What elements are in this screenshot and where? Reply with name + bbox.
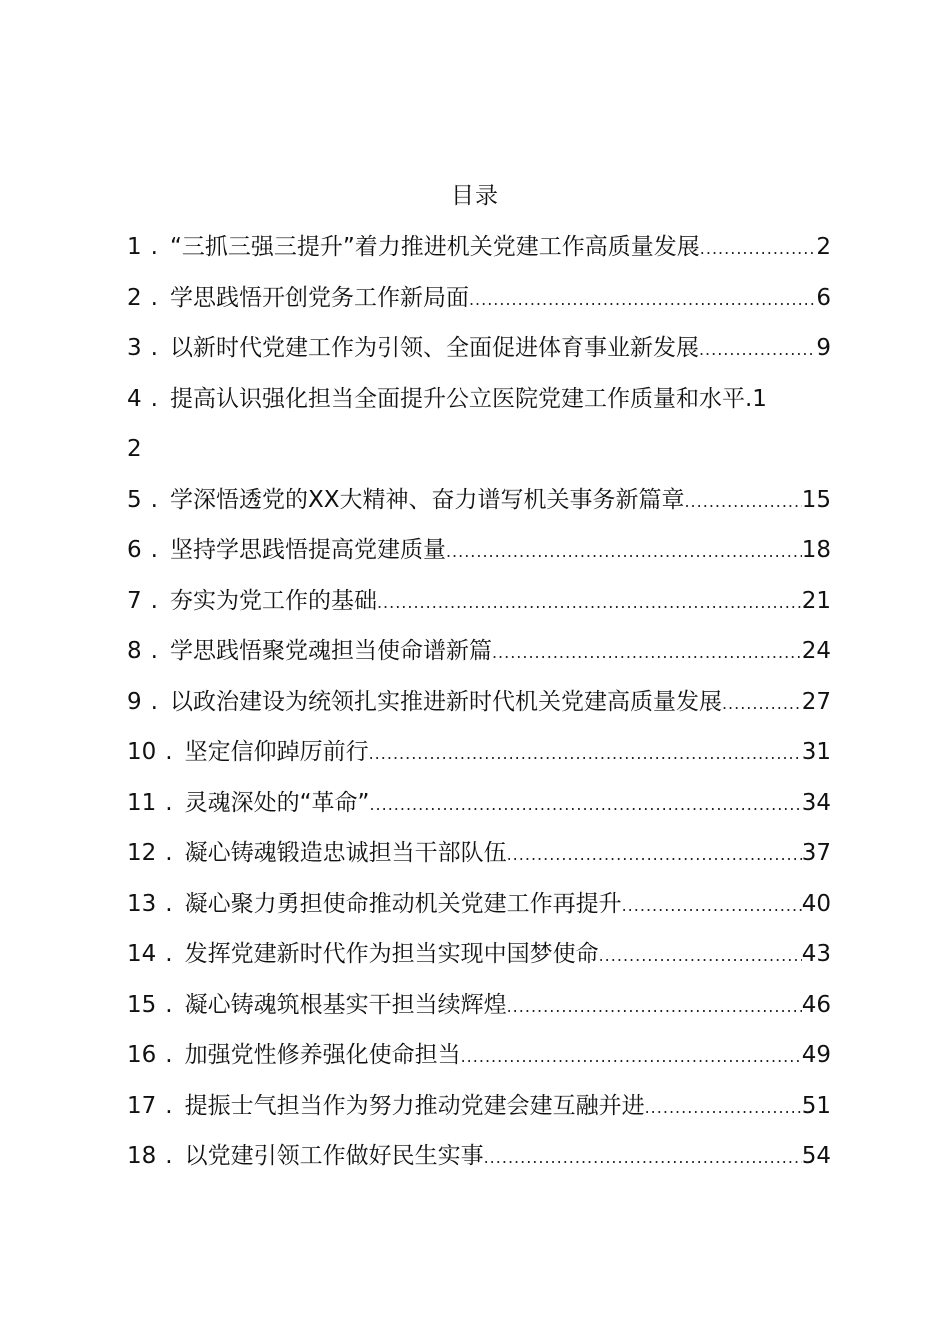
- toc-entry-separator: .: [150, 385, 158, 412]
- toc-entry-title: 加强党性修养强化使命担当: [184, 1042, 461, 1068]
- dot-leader: [369, 785, 801, 825]
- toc-entry-page: 37: [801, 840, 831, 866]
- toc-entry-title: 以政治建设为统领扎实推进新时代机关党建高质量发展: [169, 688, 722, 715]
- toc-entry-title: 坚定信仰踔厉前行: [184, 739, 369, 765]
- toc-entry[interactable]: [127, 227, 831, 278]
- toc-entry-title: 凝心铸魂筑根基实干担当续辉煌: [184, 991, 507, 1018]
- toc-entry-page: 27: [801, 688, 831, 715]
- dot-leader: [484, 1138, 802, 1178]
- toc-entry[interactable]: [127, 480, 831, 531]
- toc-entry[interactable]: [127, 1136, 831, 1187]
- toc-entry[interactable]: [127, 732, 831, 783]
- dot-leader: [645, 1088, 802, 1128]
- toc-entry-separator: .: [150, 638, 158, 664]
- toc-entry-number: 17: [127, 1092, 157, 1119]
- dot-leader: [369, 734, 802, 774]
- toc-entry-number: 11: [127, 789, 157, 816]
- toc-entry-title: 以新时代党建工作为引领、全面促进体育事业新发展: [169, 335, 699, 361]
- dot-leader: [461, 1037, 802, 1077]
- toc-entry-separator: .: [165, 789, 173, 816]
- dot-leader: [599, 936, 802, 976]
- toc-entry-page: 46: [801, 991, 831, 1018]
- dot-leader: [492, 633, 802, 673]
- toc-entry-number: 3: [127, 335, 142, 361]
- toc-entry-separator: .: [150, 335, 158, 361]
- toc-entry-number: 8: [127, 638, 142, 664]
- dot-leader: [469, 280, 816, 320]
- toc-entry-page: 31: [801, 739, 831, 765]
- toc-entry[interactable]: [127, 884, 831, 935]
- toc-entry-title: 发挥党建新时代作为担当实现中国梦使命: [184, 941, 599, 967]
- toc-entry[interactable]: [127, 934, 831, 985]
- toc-entry-number: 1: [127, 234, 142, 260]
- toc-entry-page-part2: 2: [127, 436, 142, 462]
- toc-entry-page: 43: [801, 941, 831, 967]
- toc-entry-separator: .: [150, 688, 158, 715]
- dot-leader: [700, 229, 817, 269]
- toc-entry-page: 51: [801, 1092, 831, 1119]
- toc-entry-number: 15: [127, 991, 157, 1018]
- toc-entry-separator: .: [165, 1143, 173, 1169]
- toc-entry[interactable]: [127, 328, 831, 379]
- toc-entry-title: 夯实为党工作的基础: [169, 587, 377, 614]
- toc-entry-separator: .: [165, 890, 173, 917]
- toc-entry[interactable]: [127, 379, 831, 480]
- toc-entry[interactable]: [127, 581, 831, 632]
- toc-entry-page: 2: [816, 234, 831, 260]
- toc-entry-page: 15: [801, 486, 831, 513]
- toc-entry-title: “三抓三强三提升”着力推进机关党建工作高质量发展: [169, 234, 700, 260]
- toc-heading: 目录: [451, 183, 499, 209]
- toc-entry-number: 4: [127, 385, 142, 412]
- dot-leader: [377, 583, 802, 623]
- toc-entry[interactable]: [127, 1086, 831, 1137]
- toc-entry-page: 34: [801, 789, 831, 816]
- toc-entry[interactable]: [127, 985, 831, 1036]
- toc-entry-number: 13: [127, 890, 157, 917]
- dot-leader: [684, 482, 801, 522]
- toc-entry-title: 凝心聚力勇担使命推动机关党建工作再提升: [184, 890, 622, 917]
- dot-leader: [622, 886, 802, 926]
- toc-entry-separator: .: [150, 234, 158, 260]
- toc-entry-separator: .: [165, 991, 173, 1018]
- toc-entry[interactable]: [127, 682, 831, 733]
- toc-entry-page: 9: [816, 335, 831, 361]
- toc-entry-separator: .: [165, 840, 173, 866]
- dot-leader: [507, 987, 802, 1027]
- toc-entry-separator: .: [165, 941, 173, 967]
- toc-entry[interactable]: [127, 1035, 831, 1086]
- toc-entry-page: 49: [801, 1042, 831, 1068]
- toc-entry-number: 5: [127, 486, 142, 513]
- toc-entry-separator: .: [165, 1042, 173, 1068]
- toc-entry[interactable]: [127, 278, 831, 329]
- toc-entry[interactable]: [127, 530, 831, 581]
- toc-entry-page-part1: .1: [744, 385, 767, 412]
- toc-entry-title: 提高认识强化担当全面提升公立医院党建工作质量和水平: [169, 385, 745, 412]
- dot-leader: [446, 532, 802, 572]
- toc-entry-title: 学深悟透党的XX大精神、奋力谱写机关事务新篇章: [169, 486, 685, 513]
- toc-entry-title: 灵魂深处的“革命”: [184, 789, 370, 816]
- toc-entry-separator: .: [150, 587, 158, 614]
- toc-entry-title: 学思践悟开创党务工作新局面: [169, 284, 469, 311]
- toc-entry-number: 7: [127, 587, 142, 614]
- toc-entry-number: 12: [127, 840, 157, 866]
- toc-entry-number: 14: [127, 941, 157, 967]
- dot-leader: [722, 684, 802, 724]
- toc-entry-number: 10: [127, 739, 157, 765]
- toc-entry-number: 2: [127, 284, 142, 311]
- toc-entry-page: 24: [801, 638, 831, 664]
- dot-leader: [507, 835, 802, 875]
- toc-entry-page: 6: [816, 284, 831, 311]
- toc-entry-title: 坚持学思践悟提高党建质量: [169, 537, 446, 563]
- toc-entry-number: 9: [127, 688, 142, 715]
- toc-entry-separator: .: [165, 739, 173, 765]
- toc-entry-separator: .: [150, 284, 158, 311]
- toc-entry-title: 以党建引领工作做好民生实事: [184, 1143, 484, 1169]
- toc-entry-page: 40: [801, 890, 831, 917]
- toc-entry-number: 6: [127, 537, 142, 563]
- toc-entry-title: 学思践悟聚党魂担当使命谱新篇: [169, 638, 492, 664]
- toc-entry[interactable]: [127, 631, 831, 682]
- toc-entry-title: 提振士气担当作为努力推动党建会建互融并进: [184, 1092, 645, 1119]
- toc-entry-page: 18: [801, 537, 831, 563]
- toc-entry-page: 54: [801, 1143, 831, 1169]
- toc-entry-number: 18: [127, 1143, 157, 1169]
- toc-entry-page: 21: [801, 587, 831, 614]
- toc-entry-separator: .: [150, 537, 158, 563]
- toc-entry-title: 凝心铸魂锻造忠诚担当干部队伍: [184, 840, 507, 866]
- toc-entry[interactable]: [127, 783, 831, 834]
- toc-entry-separator: .: [150, 486, 158, 513]
- toc-entry-number: 16: [127, 1042, 157, 1068]
- toc-entry[interactable]: [127, 833, 831, 884]
- toc-entry-separator: .: [165, 1092, 173, 1119]
- table-of-contents: [127, 227, 831, 1187]
- dot-leader: [699, 330, 816, 370]
